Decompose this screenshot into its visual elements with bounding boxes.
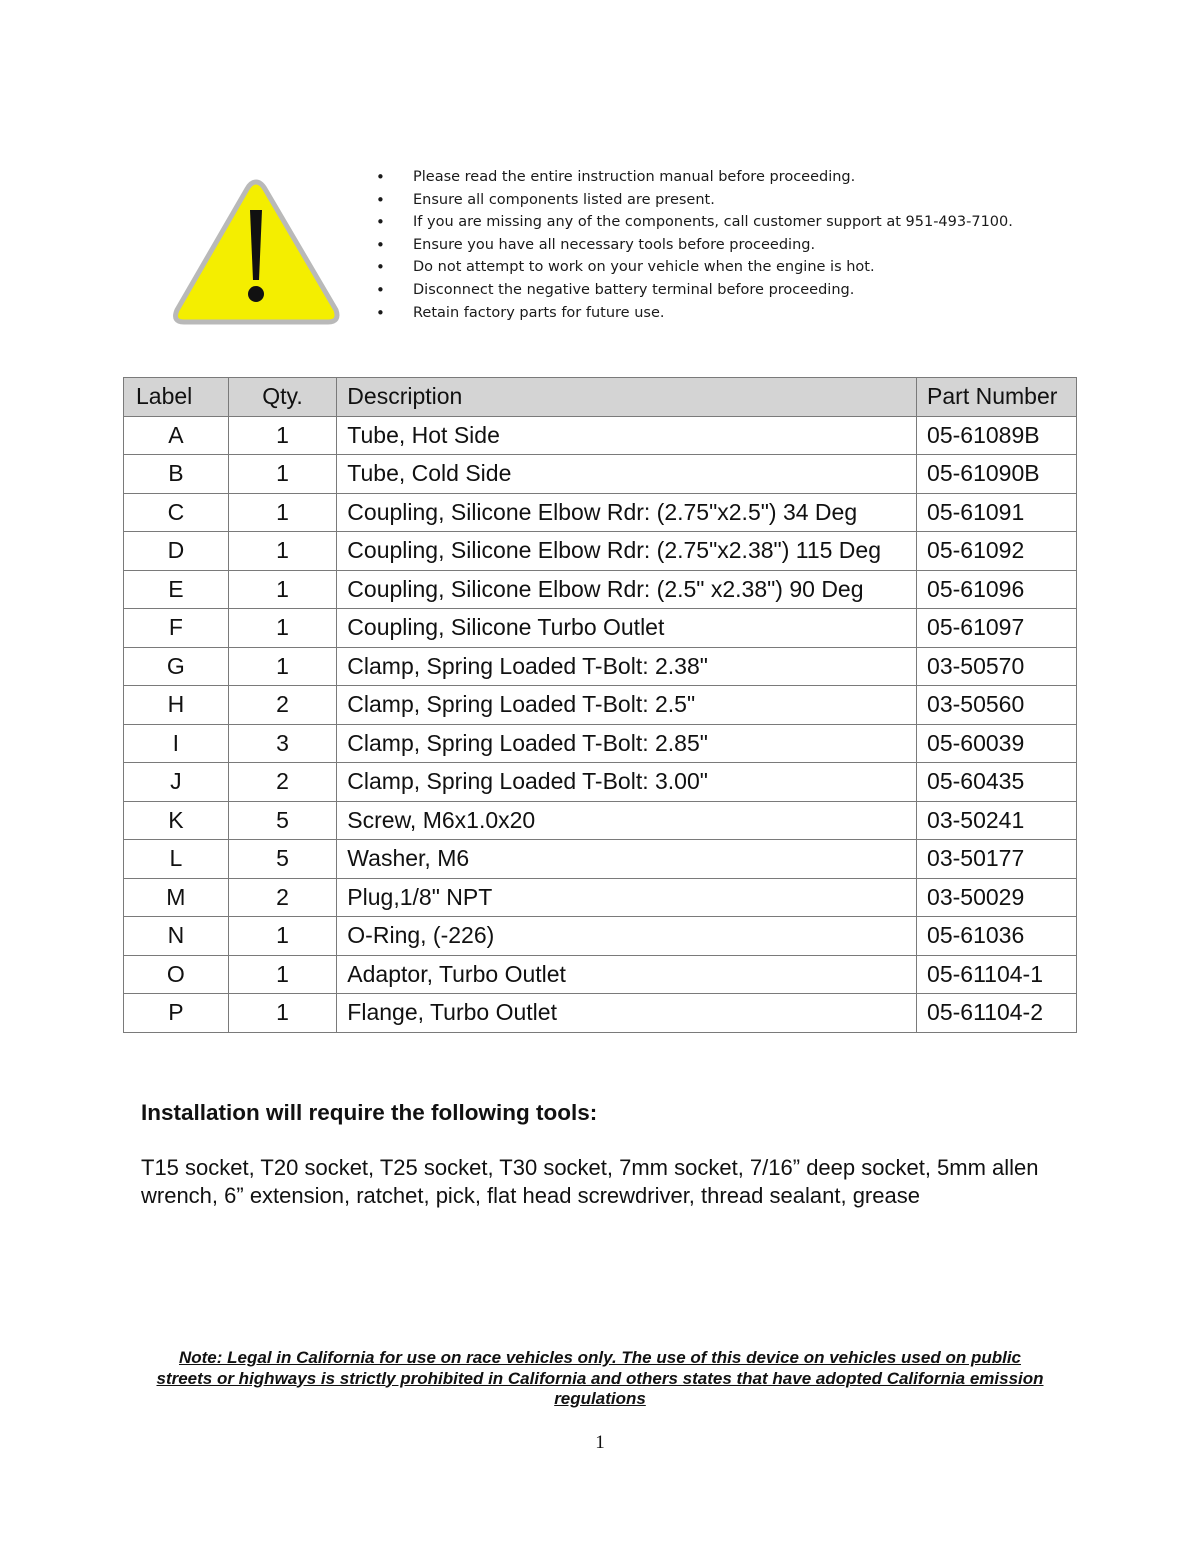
cell-description: Coupling, Silicone Elbow Rdr: (2.75"x2.38") 115 Deg: [337, 532, 917, 571]
cell-description: Coupling, Silicone Elbow Rdr: (2.75"x2.5") 34 Deg: [337, 493, 917, 532]
cell-part-number: 05-61104-1: [917, 955, 1077, 994]
cell-description: O-Ring, (-226): [337, 917, 917, 956]
cell-part-number: 05-61092: [917, 532, 1077, 571]
cell-qty: 5: [228, 801, 337, 840]
cell-part-number: 05-60039: [917, 724, 1077, 763]
table-row: [124, 917, 1077, 956]
column-header-part-number: Part Number: [917, 378, 1077, 417]
cell-label: L: [124, 840, 229, 879]
table-row: [124, 878, 1077, 917]
cell-label: B: [124, 455, 229, 494]
cell-qty: 1: [228, 532, 337, 571]
table-row: [124, 686, 1077, 725]
cell-label: J: [124, 763, 229, 802]
cell-description: Flange, Turbo Outlet: [337, 994, 917, 1033]
cell-part-number: 05-61096: [917, 570, 1077, 609]
cell-part-number: 05-61090B: [917, 455, 1077, 494]
cell-label: N: [124, 917, 229, 956]
tools-list: T15 socket, T20 socket, T25 socket, T30 socket, 7mm socket, 7/16” deep socket, 5mm allen wrench, 6” extension, ratchet, pick, flat head screwdriver, thread sealant, grease: [141, 1155, 1039, 1208]
cell-description: Clamp, Spring Loaded T-Bolt: 2.85": [337, 724, 917, 763]
cell-qty: 1: [228, 609, 337, 648]
page-number: 1: [595, 1432, 605, 1453]
cell-part-number: 03-50029: [917, 878, 1077, 917]
cell-part-number: 05-61104-2: [917, 994, 1077, 1033]
column-header-label: Label: [124, 378, 229, 417]
cell-label: E: [124, 570, 229, 609]
table-row: [124, 801, 1077, 840]
precaution-item: • Please read the entire instruction manual before proceeding.: [372, 166, 1013, 189]
cell-description: Tube, Cold Side: [337, 455, 917, 494]
cell-part-number: 03-50570: [917, 647, 1077, 686]
column-header-qty: Qty.: [228, 378, 337, 417]
cell-label: P: [124, 994, 229, 1033]
cell-description: Coupling, Silicone Elbow Rdr: (2.5" x2.38") 90 Deg: [337, 570, 917, 609]
precaution-item: • If you are missing any of the components, call customer support at 951-493-7100.: [372, 211, 1013, 234]
cell-description: Plug,1/8" NPT: [337, 878, 917, 917]
column-header-description: Description: [337, 378, 917, 417]
cell-part-number: 05-60435: [917, 763, 1077, 802]
table-row: [124, 955, 1077, 994]
table-row: [124, 570, 1077, 609]
cell-qty: 2: [228, 878, 337, 917]
table-row: [124, 647, 1077, 686]
cell-label: K: [124, 801, 229, 840]
table-row: [124, 455, 1077, 494]
cell-part-number: 03-50241: [917, 801, 1077, 840]
precautions-list: [372, 166, 1013, 324]
cell-label: C: [124, 493, 229, 532]
cell-label: D: [124, 532, 229, 571]
cell-label: H: [124, 686, 229, 725]
cell-part-number: 03-50177: [917, 840, 1077, 879]
cell-label: O: [124, 955, 229, 994]
cell-label: M: [124, 878, 229, 917]
table-header-row: [124, 378, 1077, 417]
cell-description: Adaptor, Turbo Outlet: [337, 955, 917, 994]
table-row: [124, 609, 1077, 648]
cell-description: Clamp, Spring Loaded T-Bolt: 3.00": [337, 763, 917, 802]
cell-description: Washer, M6: [337, 840, 917, 879]
cell-label: A: [124, 416, 229, 455]
table-row: [124, 724, 1077, 763]
cell-qty: 1: [228, 647, 337, 686]
cell-part-number: 05-61036: [917, 917, 1077, 956]
precaution-item: • Disconnect the negative battery terminal before proceeding.: [372, 279, 1013, 302]
cell-part-number: 05-61089B: [917, 416, 1077, 455]
cell-description: Clamp, Spring Loaded T-Bolt: 2.38": [337, 647, 917, 686]
legal-note: Note: Legal in California for use on race vehicles only. The use of this device on vehicles used on public streets or highways is strictly prohibited in California and others states that have adopted California emission regulations: [156, 1348, 1044, 1408]
precaution-item: • Retain factory parts for future use.: [372, 302, 1013, 325]
table-row: [124, 493, 1077, 532]
cell-description: Coupling, Silicone Turbo Outlet: [337, 609, 917, 648]
table-row: [124, 416, 1077, 455]
cell-description: Screw, M6x1.0x20: [337, 801, 917, 840]
table-row: [124, 994, 1077, 1033]
parts-table: [123, 377, 1077, 1033]
cell-label: I: [124, 724, 229, 763]
cell-part-number: 03-50560: [917, 686, 1077, 725]
warning-triangle-icon: [170, 176, 342, 328]
table-row: [124, 532, 1077, 571]
table-row: [124, 840, 1077, 879]
cell-qty: 2: [228, 763, 337, 802]
precaution-item: • Do not attempt to work on your vehicle when the engine is hot.: [372, 256, 1013, 279]
precaution-item: • Ensure all components listed are present.: [372, 189, 1013, 212]
cell-qty: 1: [228, 493, 337, 532]
cell-part-number: 05-61091: [917, 493, 1077, 532]
tools-heading: Installation will require the following tools:: [141, 1100, 598, 1125]
cell-label: G: [124, 647, 229, 686]
cell-description: Tube, Hot Side: [337, 416, 917, 455]
cell-qty: 1: [228, 416, 337, 455]
cell-qty: 1: [228, 994, 337, 1033]
cell-qty: 1: [228, 917, 337, 956]
cell-qty: 1: [228, 455, 337, 494]
cell-description: Clamp, Spring Loaded T-Bolt: 2.5": [337, 686, 917, 725]
cell-qty: 2: [228, 686, 337, 725]
cell-label: F: [124, 609, 229, 648]
cell-qty: 5: [228, 840, 337, 879]
table-row: [124, 763, 1077, 802]
cell-qty: 3: [228, 724, 337, 763]
cell-qty: 1: [228, 955, 337, 994]
precaution-item: • Ensure you have all necessary tools before proceeding.: [372, 234, 1013, 257]
cell-part-number: 05-61097: [917, 609, 1077, 648]
cell-qty: 1: [228, 570, 337, 609]
